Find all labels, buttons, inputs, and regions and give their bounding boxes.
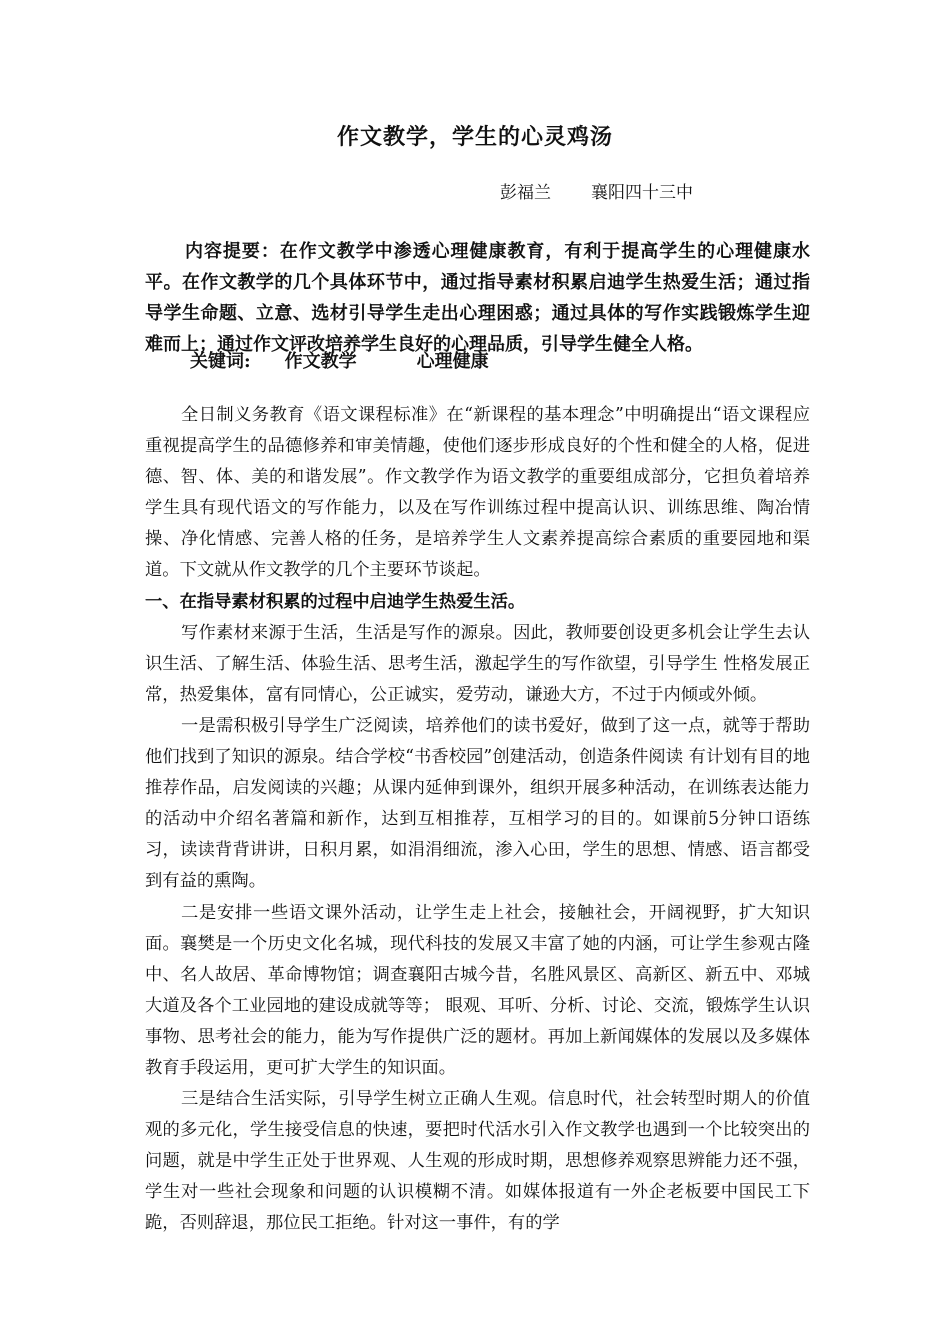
section-heading: 一、在指导素材积累的过程中启迪学生热爱生活。	[145, 591, 526, 612]
author-name: 彭福兰	[500, 183, 551, 203]
document-title: 作文教学，学生的心灵鸡汤	[336, 124, 613, 150]
author-school: 襄阳四十三中	[591, 183, 693, 203]
abstract: 内容提要：在作文教学中渗透心理健康教育，有利于提高学生的心理健康水平。在作文教学的几个具体环节中，通过指导素材积累启迪学生热爱生活；通过指导学生命题、立意、选材引导学生走出心理困惑；通过具体的写作实践锻炼学生迎难而上；通过作文评改培养学生良好的心理品质，引导学生健全人格。	[145, 241, 810, 355]
document-body	[145, 400, 810, 1240]
body-paragraph: 三是结合生活实际，引导学生树立正确人生观。信息时代，社会转型时期人的价值观的多元化，学生接受信息的快速，要把时代活水引入作文教学也遇到一个比较突出的问题，就是中学生正处于世界观、人生观的形成时期，思想修养观察思辨能力还不强，学生对一些社会现象和问题的认识模糊不清。如媒体报道有一外企老板要中国民工下跪，否则辞退，那位民工拒绝。针对这一事件，有的学	[145, 1089, 810, 1234]
intro-paragraph: 全日制义务教育《语文课程标准》在“新课程的基本理念”中明确提出“语文课程应重视提高学生的品德修养和审美情趣，使他们逐步形成良好的个性和健全的人格，促进德、智、体、美的和谐发展”。作文教学作为语文教学的重要组成部分，它担负着培养学生具有现代语文的写作能力，以及在写作训练过程中提高认识、训练思维、陶冶情操、净化情感、完善人格的任务，是培养学生人文素养提高综合素质的重要园地和渠道。下文就从作文教学的几个主要环节谈起。	[145, 405, 810, 581]
keywords-label: 关键词:	[190, 351, 251, 372]
author-line	[500, 180, 693, 206]
body-paragraph: 写作素材来源于生活，生活是写作的源泉。因此，教师要创设更多机会让学生去认识生活、了解生活、体验生活、思考生活，激起学生的写作欲望，引导学生 性格发展正常，热爱集体，富有同情心，公正诚实，爱劳动，谦逊大方，不过于内倾或外倾。	[145, 622, 810, 705]
body-paragraph: 一是需积极引导学生广泛阅读，培养他们的读书爱好，做到了这一点，就等于帮助他们找到了知识的源泉。结合学校“书香校园”创建活动，创造条件阅读 有计划有目的地推荐作品，启发阅读的兴趣；从课内延伸到课外，组织开展多种活动，在训练表达能力的活动中介绍名著篇和新作，达到互相推荐，互相学习的目的。如课前5分钟口语练习，读读背背讲讲，日积月累，如涓涓细流，渗入心田，学生的思想、情感、语言都受到有益的熏陶。	[145, 715, 810, 892]
body-paragraph: 二是安排一些语文课外活动，让学生走上社会，接触社会，开阔视野，扩大知识面。襄樊是一个历史文化名城，现代科技的发展又丰富了她的内涵，可让学生参观古隆中、名人故居、革命博物馆；调查襄阳古城今昔，名胜风景区、高新区、新五中、邓城大道及各个工业园地的建设成就等等； 眼观、耳听、分析、讨论、交流，锻炼学生认识事物、思考社会的能力，能为写作提供广泛的题材。再加上新闻媒体的发展以及多媒体教育手段运用，更可扩大学生的知识面。	[145, 902, 810, 1078]
keywords-line	[190, 347, 489, 377]
keyword: 心理健康	[416, 351, 489, 372]
keyword: 作文教学	[284, 351, 357, 372]
